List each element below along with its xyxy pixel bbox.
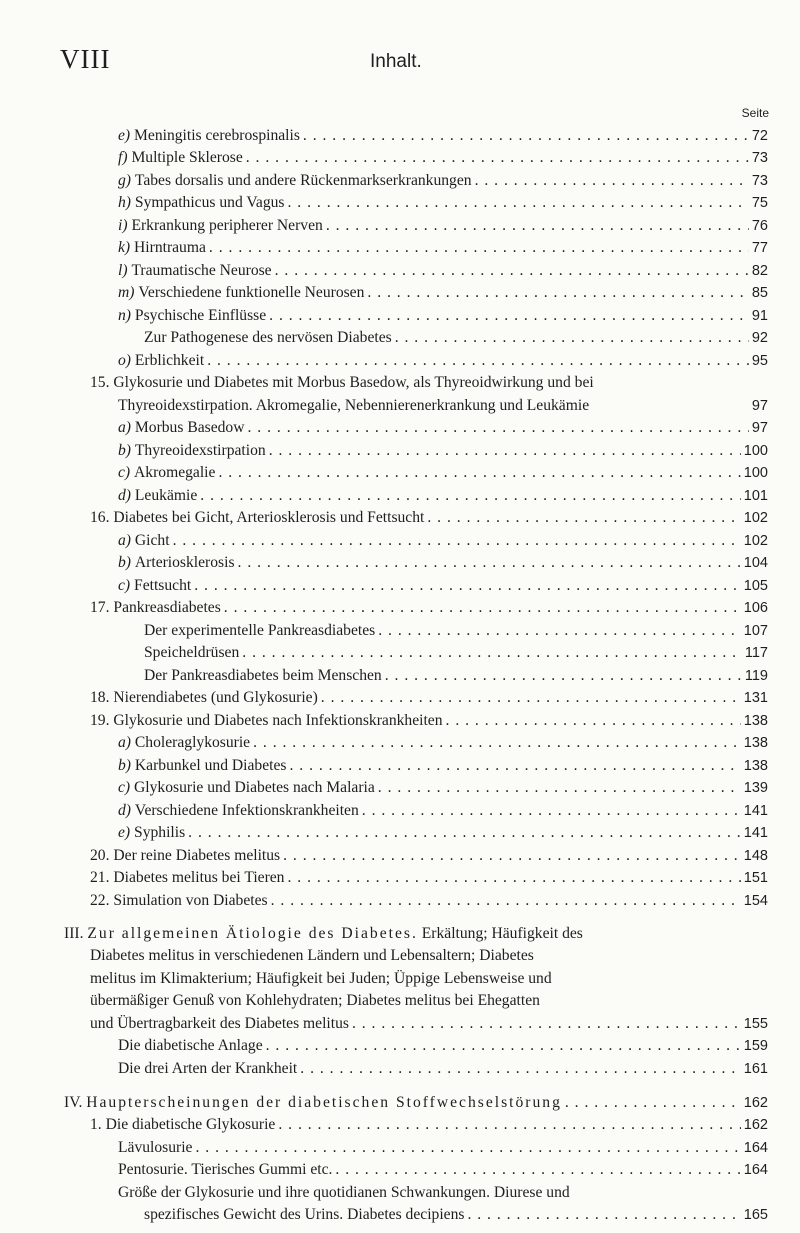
entry-title: Der reine Diabetes melitus bbox=[113, 847, 281, 864]
entry-title: Traumatische Neurose bbox=[131, 262, 272, 279]
toc-entry bbox=[118, 193, 768, 213]
toc-part-four bbox=[64, 1093, 768, 1113]
toc-entry bbox=[144, 1205, 768, 1225]
entry-title: Der experimentelle Pankreasdiabetes bbox=[144, 622, 376, 639]
entry-letter: h) bbox=[118, 194, 131, 211]
entry-page: 97 bbox=[751, 398, 768, 414]
toc-part-three-line bbox=[90, 969, 768, 988]
entry-title-line1: Glykosurie und Diabetes mit Morbus Basedow, als Thyreoidwirkung und bei bbox=[113, 374, 594, 391]
page-column-label: Seite bbox=[741, 106, 769, 120]
entry-title: Erblichkeit bbox=[134, 352, 205, 369]
entry-title: Erkrankung peripherer Nerven bbox=[131, 217, 323, 234]
entry-page: 104 bbox=[743, 555, 768, 571]
part-description-line: und Übertragbarkeit des Diabetes melitus bbox=[90, 1015, 349, 1032]
toc-entry bbox=[118, 126, 768, 146]
entry-title: Syphilis bbox=[134, 824, 186, 841]
entry-page: 141 bbox=[743, 803, 768, 819]
entry-page: 107 bbox=[743, 623, 768, 639]
toc-entry bbox=[118, 463, 768, 483]
entry-letter: l) bbox=[118, 262, 128, 279]
entry-title: Die diabetische Anlage bbox=[118, 1037, 263, 1054]
entry-page: 72 bbox=[751, 128, 768, 144]
toc-part-three-line bbox=[90, 991, 768, 1010]
entry-letter: e) bbox=[118, 824, 131, 841]
entry-number: 18. bbox=[90, 689, 110, 706]
entry-title: Lävulosurie bbox=[118, 1139, 193, 1156]
toc-entry bbox=[118, 576, 768, 596]
toc-entry bbox=[118, 148, 768, 168]
entry-title: 1. Die diabetische Glykosurie bbox=[90, 1116, 276, 1133]
toc-entry bbox=[118, 418, 768, 438]
entry-title: Pentosurie. Tierisches Gummi etc. bbox=[118, 1161, 333, 1178]
part-description-line: melitus im Klimakterium; Häufigkeit bei Juden; Üppige Lebensweise und bbox=[90, 970, 552, 987]
toc-entry bbox=[118, 216, 768, 236]
entry-page: 106 bbox=[743, 600, 768, 616]
toc-entry bbox=[144, 328, 768, 348]
toc-entry bbox=[118, 1183, 768, 1202]
entry-title: Hirntrauma bbox=[134, 239, 206, 256]
entry-page: 138 bbox=[743, 758, 768, 774]
entry-title: Glykosurie und Diabetes nach Malaria bbox=[134, 779, 375, 796]
entry-title: Der Pankreasdiabetes beim Menschen bbox=[144, 667, 382, 684]
toc-section-20 bbox=[90, 846, 768, 866]
toc-part-three bbox=[64, 924, 768, 943]
entry-page: 141 bbox=[743, 825, 768, 841]
entry-number: 20. bbox=[90, 847, 110, 864]
toc-entry bbox=[118, 486, 768, 506]
toc-entry bbox=[118, 1138, 768, 1158]
entry-letter: a) bbox=[118, 532, 131, 549]
entry-title: Leukämie bbox=[134, 487, 198, 504]
entry-number: 15. bbox=[90, 374, 110, 391]
entry-page: 155 bbox=[743, 1016, 768, 1032]
part-heading-rest: Erkältung; Häufigkeit des bbox=[421, 925, 583, 942]
page-number: VIII bbox=[60, 44, 111, 74]
entry-letter: g) bbox=[118, 172, 131, 189]
entry-title: Tabes dorsalis und andere Rückenmarkserkrankungen bbox=[134, 172, 472, 189]
part-heading: Zur allgemeinen Ätiologie des Diabetes. bbox=[87, 925, 418, 942]
entry-letter: n) bbox=[118, 307, 131, 324]
toc-entry bbox=[144, 643, 768, 663]
entry-page: 162 bbox=[743, 1117, 768, 1133]
entry-title: Speicheldrüsen bbox=[144, 644, 240, 661]
entry-letter: i) bbox=[118, 217, 128, 234]
toc-entry bbox=[118, 733, 768, 753]
entry-letter: c) bbox=[118, 779, 131, 796]
entry-page: 164 bbox=[743, 1162, 768, 1178]
entry-page: 85 bbox=[751, 285, 768, 301]
entry-title: Thyreoidexstirpation bbox=[134, 442, 266, 459]
toc-entry bbox=[118, 306, 768, 326]
part-description-line: übermäßiger Genuß von Kohlehydraten; Diabetes melitus bei Ehegatten bbox=[90, 992, 540, 1009]
toc-entry bbox=[118, 531, 768, 551]
entry-letter: e) bbox=[118, 127, 131, 144]
entry-page: 117 bbox=[744, 645, 768, 661]
toc-section-15-cont bbox=[118, 396, 768, 416]
entry-title: Choleraglykosurie bbox=[134, 734, 251, 751]
entry-title-line1: Größe der Glykosurie und ihre quotidianen Schwankungen. Diurese und bbox=[118, 1184, 570, 1201]
entry-page: 100 bbox=[743, 465, 768, 481]
toc-section-22 bbox=[90, 891, 768, 911]
entry-title: Psychische Einflüsse bbox=[134, 307, 267, 324]
toc-section-15 bbox=[90, 373, 768, 392]
toc-part-three-line bbox=[90, 946, 768, 965]
entry-letter: c) bbox=[118, 577, 131, 594]
toc-section-21 bbox=[90, 868, 768, 888]
entry-page: 102 bbox=[743, 510, 768, 526]
toc-part-three-line bbox=[90, 1014, 768, 1034]
entry-letter: b) bbox=[118, 757, 131, 774]
entry-letter: o) bbox=[118, 352, 131, 369]
toc-entry bbox=[90, 1115, 768, 1135]
toc-entry bbox=[118, 553, 768, 573]
entry-page: 73 bbox=[751, 150, 768, 166]
entry-page: 102 bbox=[743, 533, 768, 549]
entry-page: 138 bbox=[743, 713, 768, 729]
entry-title: Verschiedene Infektionskrankheiten bbox=[134, 802, 359, 819]
part-description-line: Diabetes melitus in verschiedenen Ländern und Lebensaltern; Diabetes bbox=[90, 947, 534, 964]
entry-title: Meningitis cerebrospinalis bbox=[134, 127, 300, 144]
entry-page: 148 bbox=[743, 848, 768, 864]
entry-page: 82 bbox=[751, 263, 768, 279]
entry-title: Pankreasdiabetes bbox=[113, 599, 221, 616]
toc-section-17 bbox=[90, 598, 768, 618]
entry-title-line2: spezifisches Gewicht des Urins. Diabetes decipiens bbox=[144, 1206, 465, 1223]
part-numeral: III. bbox=[64, 925, 84, 942]
toc-entry bbox=[118, 283, 768, 303]
entry-title: Fettsucht bbox=[134, 577, 192, 594]
entry-page: 100 bbox=[743, 443, 768, 459]
entry-page: 92 bbox=[751, 330, 768, 346]
toc-entry bbox=[118, 351, 768, 371]
entry-letter: a) bbox=[118, 734, 131, 751]
toc-entry bbox=[118, 238, 768, 258]
entry-title-line2: Thyreoidexstirpation. Akromegalie, Nebennierenerkrankung und Leukämie bbox=[118, 397, 590, 414]
toc-entry bbox=[118, 1059, 768, 1079]
toc-entry bbox=[118, 171, 768, 191]
toc-entry bbox=[144, 621, 768, 641]
entry-letter: d) bbox=[118, 802, 131, 819]
running-title: Inhalt. bbox=[370, 51, 422, 72]
toc-section-16 bbox=[90, 508, 768, 528]
toc-entry bbox=[118, 261, 768, 281]
entry-title: Akromegalie bbox=[134, 464, 216, 481]
toc-entry bbox=[118, 1036, 768, 1056]
toc-entry bbox=[118, 778, 768, 798]
entry-title: Gicht bbox=[134, 532, 170, 549]
part-heading: Haupterscheinungen der diabetischen Stoffwechselstörung bbox=[86, 1094, 562, 1111]
entry-title: Die drei Arten der Krankheit bbox=[118, 1060, 298, 1077]
entry-letter: c) bbox=[118, 464, 131, 481]
entry-letter: b) bbox=[118, 442, 131, 459]
entry-letter: f) bbox=[118, 149, 128, 166]
entry-letter: b) bbox=[118, 554, 131, 571]
toc-entry bbox=[144, 666, 768, 686]
entry-number: 19. bbox=[90, 712, 110, 729]
entry-page: 162 bbox=[743, 1095, 768, 1111]
entry-page: 151 bbox=[743, 870, 768, 886]
entry-page: 76 bbox=[751, 218, 768, 234]
toc-section-19 bbox=[90, 711, 768, 731]
entry-page: 161 bbox=[743, 1061, 768, 1077]
entry-page: 154 bbox=[743, 893, 768, 909]
entry-page: 159 bbox=[743, 1038, 768, 1054]
entry-title: Simulation von Diabetes bbox=[113, 892, 268, 909]
entry-title: Arteriosklerosis bbox=[134, 554, 235, 571]
toc-section-18 bbox=[90, 688, 768, 708]
entry-page: 101 bbox=[743, 488, 768, 504]
entry-page: 91 bbox=[751, 308, 768, 324]
entry-title: Diabetes melitus bei Tieren bbox=[113, 869, 285, 886]
entry-page: 73 bbox=[751, 173, 768, 189]
entry-title: Zur Pathogenese des nervösen Diabetes bbox=[144, 329, 392, 346]
entry-page: 105 bbox=[743, 578, 768, 594]
toc-entry bbox=[118, 823, 768, 843]
entry-page: 77 bbox=[751, 240, 768, 256]
entry-page: 95 bbox=[751, 353, 768, 369]
entry-title: Morbus Basedow bbox=[134, 419, 245, 436]
entry-page: 119 bbox=[744, 668, 768, 684]
entry-title: Karbunkel und Diabetes bbox=[134, 757, 287, 774]
entry-title: Verschiedene funktionelle Neurosen bbox=[138, 284, 365, 301]
entry-page: 165 bbox=[743, 1207, 768, 1223]
entry-page: 97 bbox=[751, 420, 768, 436]
entry-letter: a) bbox=[118, 419, 131, 436]
entry-page: 138 bbox=[743, 735, 768, 751]
entry-letter: m) bbox=[118, 284, 135, 301]
part-numeral: IV. bbox=[64, 1094, 83, 1111]
entry-title: Nierendiabetes (und Glykosurie) bbox=[113, 689, 318, 706]
entry-letter: d) bbox=[118, 487, 131, 504]
toc-entry bbox=[118, 756, 768, 776]
entry-page: 131 bbox=[743, 690, 768, 706]
entry-letter: k) bbox=[118, 239, 131, 256]
entry-title: Multiple Sklerose bbox=[131, 149, 243, 166]
entry-number: 21. bbox=[90, 869, 110, 886]
entry-page: 164 bbox=[743, 1140, 768, 1156]
entry-title: Diabetes bei Gicht, Arteriosklerosis und Fettsucht bbox=[113, 509, 425, 526]
toc-entry bbox=[118, 441, 768, 461]
toc-entry bbox=[118, 1160, 768, 1180]
entry-title: Sympathicus und Vagus bbox=[134, 194, 285, 211]
entry-number: 17. bbox=[90, 599, 110, 616]
entry-page: 75 bbox=[751, 195, 768, 211]
toc-entry bbox=[118, 801, 768, 821]
entry-number: 22. bbox=[90, 892, 110, 909]
entry-number: 16. bbox=[90, 509, 110, 526]
entry-page: 139 bbox=[743, 780, 768, 796]
entry-title: Glykosurie und Diabetes nach Infektionskrankheiten bbox=[113, 712, 443, 729]
